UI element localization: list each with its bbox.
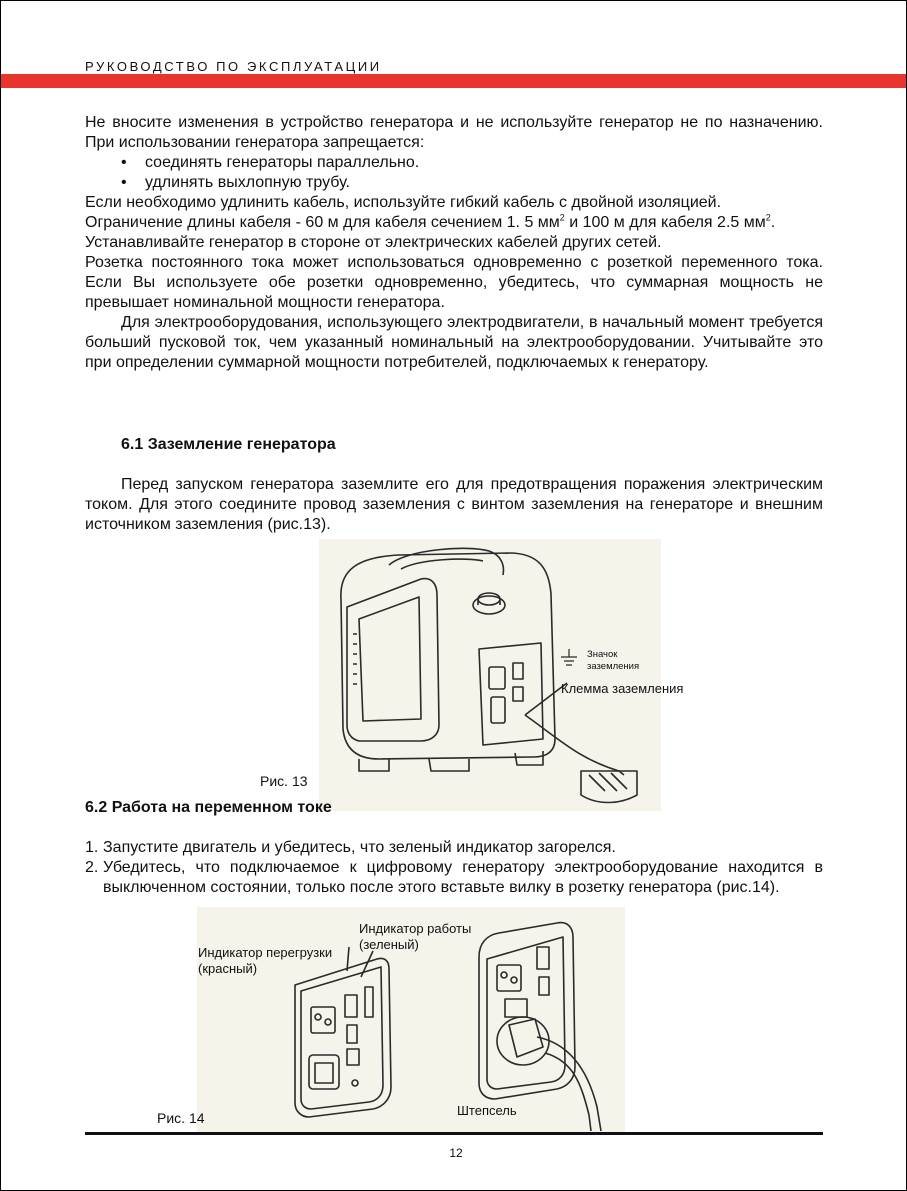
plug-label: Штепсель — [457, 1103, 517, 1118]
cable-limit-text-b: и 100 м для кабеля 2.5 мм — [564, 214, 766, 231]
overload-indicator-label — [198, 945, 332, 977]
bullet-item-1 — [85, 153, 823, 173]
section-6-2 — [85, 798, 823, 898]
work-indicator-label-line2: (зеленый) — [359, 937, 419, 952]
header-red-band — [1, 74, 906, 88]
intro-block — [85, 113, 823, 373]
work-indicator-label — [359, 921, 471, 953]
overload-indicator-label-line2: (красный) — [198, 961, 258, 976]
intro-paragraph-4: Устанавливайте генератор в стороне от электрических кабелей других сетей. — [85, 234, 662, 251]
intro-paragraph-5: Розетка постоянного тока может использоваться одновременно с розеткой переменного тока. Если Вы используете обе розетки одновременно, убедитесь, что суммарная мощность не превышает номинальной мощности генератора. — [85, 254, 823, 311]
figure-14-caption: Рис. 14 — [157, 1110, 205, 1126]
cable-limit-text-c: . — [770, 214, 776, 231]
section-6-2-heading: 6.2 Работа на переменном токе — [85, 799, 332, 816]
section-6-1 — [85, 435, 823, 535]
step-1 — [85, 838, 823, 858]
generator-illustration — [319, 539, 661, 811]
overload-indicator-label-line1: Индикатор перегрузки — [198, 945, 333, 960]
step-number: 2. — [85, 859, 99, 876]
intro-paragraph-1: Не вносите изменения в устройство генератора и не используйте генератор не по назначению. При использовании генератора запрещается: — [85, 114, 823, 151]
step-2 — [85, 858, 823, 898]
bullet-text: соединять генераторы параллельно. — [145, 154, 420, 171]
bullet-text: удлинять выхлопную трубу. — [145, 174, 350, 191]
figure-13-caption: Рис. 13 — [260, 773, 308, 789]
intro-paragraph-3 — [85, 213, 823, 233]
bullet-marker: • — [121, 154, 127, 171]
bullet-item-2 — [85, 173, 823, 193]
ground-terminal-label: Клемма заземления — [561, 681, 684, 696]
figure-13-generator — [319, 539, 661, 811]
ground-symbol-label-line1: Значок — [587, 649, 618, 660]
page-number: 12 — [449, 1146, 463, 1160]
section-6-1-text: Перед запуском генератора заземлите его для предотвращения поражения электрическим током. Для этого соедините провод заземления с винтом заземления на генераторе и внешним источником заземления (рис.13). — [85, 476, 823, 533]
ground-symbol-label-line2: заземления — [587, 661, 640, 672]
step-text: Запустите двигатель и убедитесь, что зеленый индикатор загорелся. — [103, 839, 616, 856]
footer-rule — [85, 1132, 823, 1135]
cable-limit-text-a: Ограничение длины кабеля - 60 м для кабеля сечением 1. 5 мм — [85, 214, 560, 231]
bullet-marker: • — [121, 174, 127, 191]
step-number: 1. — [85, 839, 99, 856]
running-header: РУКОВОДСТВО ПО ЭКСПЛУАТАЦИИ — [85, 59, 382, 74]
superscript-2: 2 — [559, 212, 565, 223]
superscript-2: 2 — [765, 212, 771, 223]
section-6-1-heading: 6.1 Заземление генератора — [121, 436, 336, 453]
ground-symbol-label — [587, 649, 639, 673]
work-indicator-label-line1: Индикатор работы — [359, 921, 472, 936]
step-text: Убедитесь, что подключаемое к цифровому генератору электрооборудование находится в выключенном состоянии, только после этого вставьте вилку в розетку генератора (рис.14). — [103, 859, 823, 896]
intro-paragraph-6: Для электрооборудования, использующего электродвигатели, в начальный момент требуется больший пусковой ток, чем указанный номинальный на электрооборудовании. Учитывайте это при определении суммарной мощности потребителей, подключаемых к генератору. — [85, 314, 823, 371]
intro-paragraph-2: Если необходимо удлинить кабель, используйте гибкий кабель с двойной изоляцией. — [85, 194, 722, 211]
